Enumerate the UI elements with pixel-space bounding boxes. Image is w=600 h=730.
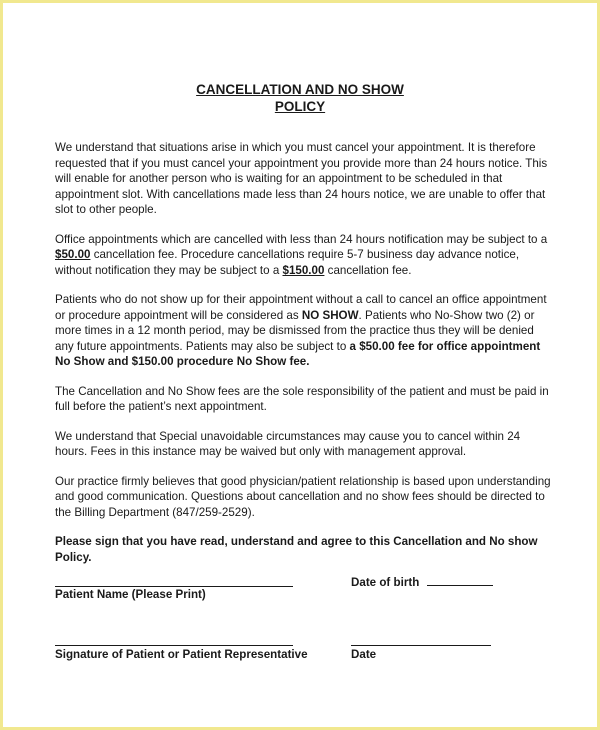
p3-text-b: . Patients who No-Show two (2) or more times in a 12 month period, may be dismissed from the practice thus they will be denied any future appointments. Patients may also be subject to xyxy=(55,308,535,353)
title-line-2: POLICY xyxy=(274,99,326,114)
title-line-1: CANCELLATION AND NO SHOW xyxy=(196,82,404,97)
dob-line[interactable] xyxy=(427,573,493,586)
fee-50: $50.00 xyxy=(55,248,91,261)
dob-field[interactable] xyxy=(351,573,493,590)
paragraph-sign-request: Please sign that you have read, understand and agree to this Cancellation and No show Policy. xyxy=(55,535,538,564)
signature-label: Signature of Patient or Patient Representative xyxy=(55,648,308,661)
patient-name-label: Patient Name (Please Print) xyxy=(55,588,206,601)
p2-text-c: cancellation fee. xyxy=(324,263,412,277)
no-show-term: NO SHOW xyxy=(301,308,359,322)
p3-text-a: Patients who do not show up for their appointment without a call to cancel an office appointment or procedure appointment will be considered as xyxy=(55,293,547,322)
paragraph-relationship: Our practice firmly believes that good physician/patient relationship is based upon understanding and good communication. Questions about cancellation and no show fees should be directed to the Billing Department (847/259-2529). xyxy=(55,474,551,519)
p2-text-b: cancellation fee. Procedure cancellations require 5-7 business day advance notice, without notification they may be subject to a xyxy=(55,248,520,277)
date-label: Date xyxy=(351,648,377,661)
signature-line[interactable] xyxy=(55,633,293,646)
patient-name-line[interactable] xyxy=(55,574,293,587)
no-show-fees: a $50.00 fee for office appointment No Show and $150.00 procedure No Show fee. xyxy=(55,339,541,368)
paragraph-special-circumstances: We understand that Special unavoidable circumstances may cause you to cancel within 24 hours. Fees in this instance may be waived but only with management approval. xyxy=(55,429,521,458)
dob-label: Date of birth xyxy=(351,576,420,589)
date-line[interactable] xyxy=(351,633,491,646)
document-title xyxy=(3,81,597,115)
paragraph-intro: We understand that situations arise in which you must cancel your appointment. It is therefore requested that if you must cancel your appointment you provide more than 24 hours notice. This will enable for another person who is waiting for an appointment to be scheduled in that appointment slot. With cancellations made less than 24 hours notice, we are unable to offer that slot to other people. xyxy=(55,141,548,216)
paragraph-office-cancellation xyxy=(55,232,555,279)
fee-150: $150.00 xyxy=(282,263,325,277)
paragraph-no-show xyxy=(55,292,555,370)
paragraph-responsibility: The Cancellation and No Show fees are the sole responsibility of the patient and must be paid in full before the patient’s next appointment. xyxy=(55,384,549,413)
p2-text-a: Office appointments which are cancelled with less than 24 hours notification may be subject to a xyxy=(55,232,548,246)
policy-body xyxy=(55,140,555,579)
